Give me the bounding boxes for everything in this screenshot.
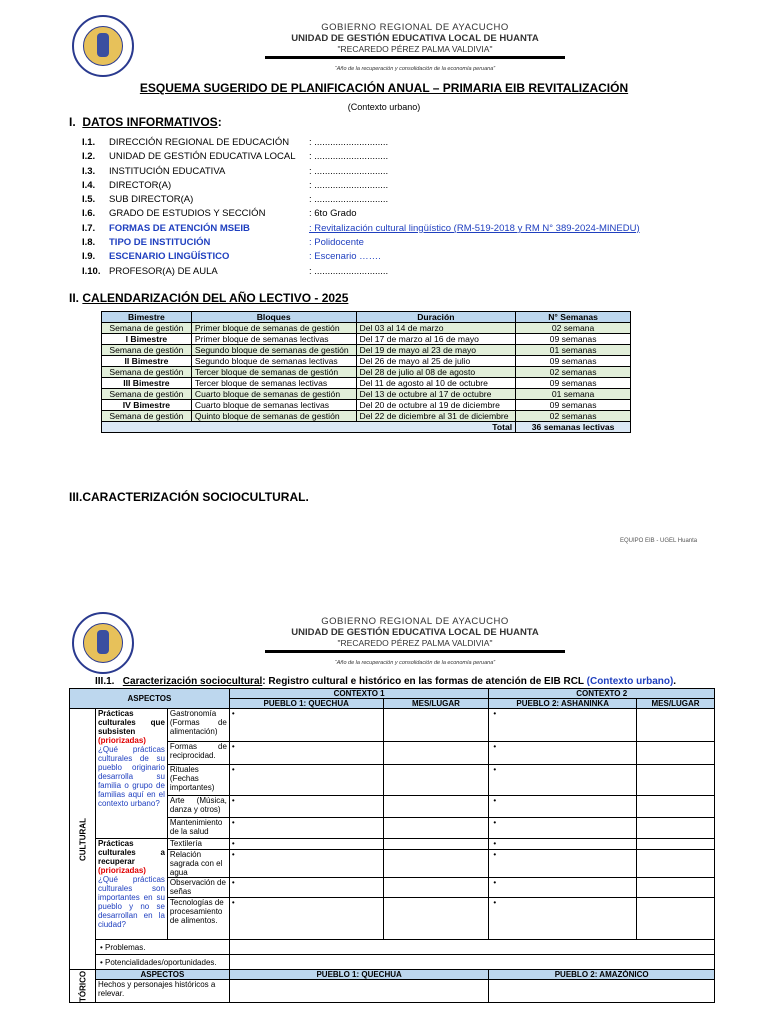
calendar-bimestre: Semana de gestión bbox=[102, 411, 192, 422]
summary-bullet: • bbox=[99, 957, 105, 967]
pueblo1-cell: • bbox=[229, 898, 383, 940]
cultural-label: CULTURAL bbox=[70, 709, 96, 970]
calendar-duracion: Del 13 de octubre al 17 de octubre bbox=[356, 389, 516, 400]
hechos-cell: Hechos y personajes históricos a relevar. bbox=[95, 980, 229, 1003]
mes2-cell bbox=[637, 765, 715, 796]
calendar-semanas: 01 semanas bbox=[516, 345, 631, 356]
datos-item-value: : ............................ bbox=[309, 137, 389, 148]
datos-item-num: I.6. bbox=[82, 208, 96, 220]
calendar-semanas: 09 semanas bbox=[516, 400, 631, 411]
header-motto: “Año de la recuperación y consolidación de la economía peruana” bbox=[334, 66, 496, 72]
pueblo2-cell: • bbox=[489, 796, 637, 818]
calendar-bimestre: Semana de gestión bbox=[102, 323, 192, 334]
datos-item-label: SUB DIRECTOR(A) bbox=[109, 194, 194, 206]
calendar-bimestre: IV Bimestre bbox=[102, 400, 192, 411]
practice-item: Mantenimiento de la salud bbox=[167, 818, 229, 839]
calendar-bimestre: Semana de gestión bbox=[102, 389, 192, 400]
datos-item-label: PROFESOR(A) DE AULA bbox=[109, 265, 218, 277]
pueblo1-cell: • bbox=[229, 709, 383, 742]
pueblo2-cell: • bbox=[489, 818, 637, 839]
practice-item: Rituales (Fechas importantes) bbox=[167, 765, 229, 796]
practice-row bbox=[70, 709, 715, 742]
datos-item-num: I.4. bbox=[82, 179, 96, 191]
pueblo2-cell: • bbox=[489, 765, 637, 796]
datos-item bbox=[82, 136, 722, 150]
mes2-cell bbox=[637, 839, 715, 850]
practice-group-cell bbox=[95, 709, 167, 839]
pueblo2-cell: • bbox=[489, 709, 637, 742]
calendar-semanas: 09 semanas bbox=[516, 334, 631, 345]
mes1-cell bbox=[383, 818, 489, 839]
contexto2-header: CONTEXTO 2 bbox=[489, 689, 715, 699]
datos-item-num: I.10. bbox=[82, 265, 101, 277]
calendar-semanas: 02 semanas bbox=[516, 411, 631, 422]
datos-item bbox=[82, 265, 722, 279]
calendar-duracion: Del 22 de diciembre al 31 de diciembre bbox=[356, 411, 516, 422]
datos-item-value: : ............................ bbox=[309, 179, 389, 191]
practice-item: Observación de señas bbox=[167, 878, 229, 898]
datos-item-label: ESCENARIO LINGÜÍSTICO bbox=[109, 251, 230, 263]
section1-heading: I. DATOS INFORMATIVOS: bbox=[69, 115, 222, 129]
regional-seal-logo-page2 bbox=[72, 612, 134, 674]
pueblo2-cell: • bbox=[489, 898, 637, 940]
calendar-bloque: Segundo bloque de semanas lectivas bbox=[191, 356, 356, 367]
pueblo1-cell: • bbox=[229, 839, 383, 850]
mes1-header: MES/LUGAR bbox=[383, 699, 489, 709]
pueblo1b-header: PUEBLO 1: QUECHUA bbox=[229, 970, 488, 980]
summary-bullet: • bbox=[99, 942, 105, 952]
mes2-header: MES/LUGAR bbox=[637, 699, 715, 709]
calendar-bimestre: III Bimestre bbox=[102, 378, 192, 389]
header-ugel-name: "RECAREDO PÉREZ PALMA VALDIVIA" bbox=[337, 44, 493, 54]
datos-item-value: : ............................ bbox=[309, 194, 389, 206]
calendar-semanas: 01 semana bbox=[516, 389, 631, 400]
mes1-cell bbox=[383, 742, 489, 765]
datos-item-num: I.1. bbox=[82, 137, 96, 148]
datos-item-label: FORMAS DE ATENCIÓN MSEIB bbox=[109, 222, 250, 234]
datos-item-value: : ............................ bbox=[309, 165, 389, 177]
calendar-bloque: Cuarto bloque de semanas de gestión bbox=[191, 389, 356, 400]
datos-item-num: I.8. bbox=[82, 237, 96, 249]
calendar-duracion: Del 11 de agosto al 10 de octubre bbox=[356, 378, 516, 389]
seal-emblem-icon bbox=[83, 26, 123, 66]
header-ugel-name-page2: "RECAREDO PÉREZ PALMA VALDIVIA" bbox=[337, 638, 493, 648]
page-subtitle: (Contexto urbano) bbox=[347, 102, 421, 112]
datos-item bbox=[82, 236, 722, 250]
calendar-duracion: Del 17 de marzo al 16 de mayo bbox=[356, 334, 516, 345]
mes1-cell bbox=[383, 796, 489, 818]
datos-item-value: : ............................ bbox=[309, 151, 389, 163]
datos-item-value: : Revitalización cultural lingüístico (RM-519-2018 y RM N° 389-2024-MINEDU) bbox=[309, 222, 640, 234]
problems-cell bbox=[95, 940, 229, 955]
historico-label: TÓRICO bbox=[70, 970, 96, 1003]
datos-item-label: DIRECCIÓN REGIONAL DE EDUCACIÓN bbox=[109, 137, 290, 148]
datos-item bbox=[82, 250, 722, 264]
practice-group-title: Prácticas culturales a recuperar bbox=[97, 839, 165, 866]
calendar-table bbox=[101, 311, 631, 433]
datos-item-label: GRADO DE ESTUDIOS Y SECCIÓN bbox=[109, 208, 266, 220]
calendar-row bbox=[102, 323, 631, 334]
calendar-duracion: Del 20 de octubre al 19 de diciembre bbox=[356, 400, 516, 411]
summary-row bbox=[70, 940, 715, 955]
datos-item-label: INSTITUCIÓN EDUCATIVA bbox=[109, 165, 226, 177]
calendar-header-cell: N° Semanas bbox=[516, 312, 631, 323]
datos-item-num: I.3. bbox=[82, 165, 96, 177]
datos-item bbox=[82, 207, 722, 221]
calendar-total-label: Total bbox=[102, 422, 516, 433]
practice-item: Gastronomía (Formas de alimentación) bbox=[167, 709, 229, 742]
datos-item-value: : Polidocente bbox=[309, 237, 364, 249]
datos-item-label: TIPO DE INSTITUCIÓN bbox=[109, 237, 211, 249]
calendar-header-cell: Duración bbox=[356, 312, 516, 323]
contexto1-header: CONTEXTO 1 bbox=[229, 689, 488, 699]
mes2-cell bbox=[637, 878, 715, 898]
calendar-row bbox=[102, 378, 631, 389]
datos-item bbox=[82, 222, 722, 236]
pueblo1-cell: • bbox=[229, 742, 383, 765]
mes1-cell bbox=[383, 878, 489, 898]
calendar-header-cell: Bloques bbox=[191, 312, 356, 323]
header-motto-page2: “Año de la recuperación y consolidación de la economía peruana” bbox=[334, 660, 496, 666]
practice-item: Textilería bbox=[167, 839, 229, 850]
calendar-bimestre: I Bimestre bbox=[102, 334, 192, 345]
calendar-duracion: Del 26 de mayo al 25 de julio bbox=[356, 356, 516, 367]
summary-text: Potencialidades/oportunidades. bbox=[104, 957, 217, 967]
calendar-semanas: 09 semanas bbox=[516, 356, 631, 367]
practice-group-cell bbox=[95, 839, 167, 940]
mes1-cell bbox=[383, 709, 489, 742]
calendar-row bbox=[102, 400, 631, 411]
calendar-semanas: 02 semanas bbox=[516, 367, 631, 378]
datos-item bbox=[82, 165, 722, 179]
datos-item-value: : 6to Grado bbox=[309, 208, 357, 220]
summary-text: Problemas. bbox=[104, 942, 146, 952]
page-title: ESQUEMA SUGERIDO DE PLANIFICACIÓN ANUAL – PRIMARIA EIB REVITALIZACIÓN bbox=[139, 81, 629, 95]
calendar-duracion: Del 28 de julio al 08 de agosto bbox=[356, 367, 516, 378]
mes1-cell bbox=[383, 839, 489, 850]
practice-item: Relación sagrada con el agua bbox=[167, 850, 229, 878]
practice-item: Tecnologías de procesamiento de alimentos. bbox=[167, 898, 229, 940]
calendar-bloque: Quinto bloque de semanas de gestión bbox=[191, 411, 356, 422]
calendar-bloque: Primer bloque de semanas lectivas bbox=[191, 334, 356, 345]
pueblo2-header: PUEBLO 2: ASHANINKA bbox=[489, 699, 637, 709]
section3-heading: III.CARACTERIZACIÓN SOCIOCULTURAL. bbox=[69, 490, 309, 504]
subsection-title: III.1. Caracterización sociocultural: Registro cultural e histórico en las formas de atención de EIB RCL (Contexto urbano). bbox=[95, 676, 677, 687]
mes2-cell bbox=[637, 742, 715, 765]
datos-item-label: DIRECTOR(A) bbox=[109, 179, 172, 191]
historic-header-row bbox=[70, 970, 715, 980]
calendar-total-value: 36 semanas lectivas bbox=[516, 422, 631, 433]
calendar-row bbox=[102, 389, 631, 400]
mes2-cell bbox=[637, 796, 715, 818]
calendar-bloque: Tercer bloque de semanas de gestión bbox=[191, 367, 356, 378]
practice-group-question: ¿Qué prácticas culturales de su pueblo originario desarrolla su familia o grupo de familias aquí en el contexto urbano? bbox=[97, 745, 165, 808]
header-rule bbox=[265, 56, 565, 59]
practice-group-priority: (priorizadas) bbox=[97, 736, 146, 745]
pueblo2b-header: PUEBLO 2: AMAZÓNICO bbox=[489, 970, 715, 980]
header-government: GOBIERNO REGIONAL DE AYACUCHO bbox=[321, 22, 509, 33]
seal-emblem-icon bbox=[83, 623, 123, 663]
mes1-cell bbox=[383, 898, 489, 940]
calendar-row bbox=[102, 334, 631, 345]
calendar-row bbox=[102, 345, 631, 356]
header-ugel: UNIDAD DE GESTIÓN EDUCATIVA LOCAL DE HUANTA bbox=[291, 33, 539, 44]
datos-item-num: I.7. bbox=[82, 222, 96, 234]
aspectos2-header: ASPECTOS bbox=[95, 970, 229, 980]
historic-row bbox=[70, 980, 715, 1003]
calendar-semanas: 02 semana bbox=[516, 323, 631, 334]
calendar-duracion: Del 19 de mayo al 23 de mayo bbox=[356, 345, 516, 356]
pueblo1-cell: • bbox=[229, 818, 383, 839]
calendar-bimestre: II Bimestre bbox=[102, 356, 192, 367]
historic-pueblo2-cell bbox=[489, 980, 715, 1003]
datos-item bbox=[82, 193, 722, 207]
calendar-duracion: Del 03 al 14 de marzo bbox=[356, 323, 516, 334]
datos-item-num: I.9. bbox=[82, 251, 96, 263]
pueblo1-cell: • bbox=[229, 765, 383, 796]
calendar-row bbox=[102, 411, 631, 422]
summary-row bbox=[70, 955, 715, 970]
historic-pueblo1-cell bbox=[229, 980, 488, 1003]
calendar-bimestre: Semana de gestión bbox=[102, 367, 192, 378]
page-footer: EQUIPO EIB - UGEL Huanta bbox=[620, 538, 698, 544]
section2-heading: II. CALENDARIZACIÓN DEL AÑO LECTIVO - 2025 bbox=[69, 291, 349, 305]
aspectos-header: ASPECTOS bbox=[70, 689, 230, 709]
pueblo2-cell: • bbox=[489, 742, 637, 765]
calendar-bimestre: Semana de gestión bbox=[102, 345, 192, 356]
pueblo1-cell: • bbox=[229, 878, 383, 898]
pueblo1-cell: • bbox=[229, 850, 383, 878]
pueblo1-header: PUEBLO 1: QUECHUA bbox=[229, 699, 383, 709]
pueblo2-cell: • bbox=[489, 850, 637, 878]
practice-row bbox=[70, 839, 715, 850]
practice-item: Formas de reciprocidad. bbox=[167, 742, 229, 765]
calendar-total-row bbox=[102, 422, 631, 433]
mes2-cell bbox=[637, 898, 715, 940]
datos-item-num: I.5. bbox=[82, 194, 96, 206]
mes2-cell bbox=[637, 850, 715, 878]
potentials-cell bbox=[95, 955, 229, 970]
calendar-semanas: 09 semanas bbox=[516, 378, 631, 389]
practice-group-priority: (priorizadas) bbox=[97, 866, 146, 875]
datos-item-num: I.2. bbox=[82, 151, 96, 163]
pueblo2-cell: • bbox=[489, 878, 637, 898]
practice-item: Arte (Música, danza y otros) bbox=[167, 796, 229, 818]
practice-group-question: ¿Qué prácticas culturales son importantes en su pueblo y no se desarrollan en la ciudad? bbox=[97, 875, 165, 929]
pueblo1-cell: • bbox=[229, 796, 383, 818]
datos-item bbox=[82, 150, 722, 164]
datos-informativos-list bbox=[82, 136, 722, 279]
calendar-bloque: Segundo bloque de semanas de gestión bbox=[191, 345, 356, 356]
header-rule-page2 bbox=[265, 650, 565, 653]
pueblo2-cell: • bbox=[489, 839, 637, 850]
sociocultural-table bbox=[69, 688, 715, 1003]
mes1-cell bbox=[383, 765, 489, 796]
summary-empty bbox=[229, 940, 714, 955]
calendar-row bbox=[102, 356, 631, 367]
datos-item-value: : Escenario ……. bbox=[309, 251, 381, 263]
header-ugel-page2: UNIDAD DE GESTIÓN EDUCATIVA LOCAL DE HUANTA bbox=[291, 627, 539, 638]
calendar-bloque: Primer bloque de semanas de gestión bbox=[191, 323, 356, 334]
header-government-page2: GOBIERNO REGIONAL DE AYACUCHO bbox=[321, 616, 509, 627]
mes2-cell bbox=[637, 818, 715, 839]
calendar-bloque: Tercer bloque de semanas lectivas bbox=[191, 378, 356, 389]
datos-item bbox=[82, 179, 722, 193]
regional-seal-logo bbox=[72, 15, 134, 77]
datos-item-value: : ............................ bbox=[309, 265, 389, 277]
practice-group-title: Prácticas culturales que subsisten bbox=[97, 709, 165, 736]
datos-item-label: UNIDAD DE GESTIÓN EDUCATIVA LOCAL bbox=[109, 151, 296, 163]
mes1-cell bbox=[383, 850, 489, 878]
summary-empty bbox=[229, 955, 714, 970]
calendar-header-cell: Bimestre bbox=[102, 312, 192, 323]
calendar-row bbox=[102, 367, 631, 378]
mes2-cell bbox=[637, 709, 715, 742]
calendar-bloque: Cuarto bloque de semanas lectivas bbox=[191, 400, 356, 411]
